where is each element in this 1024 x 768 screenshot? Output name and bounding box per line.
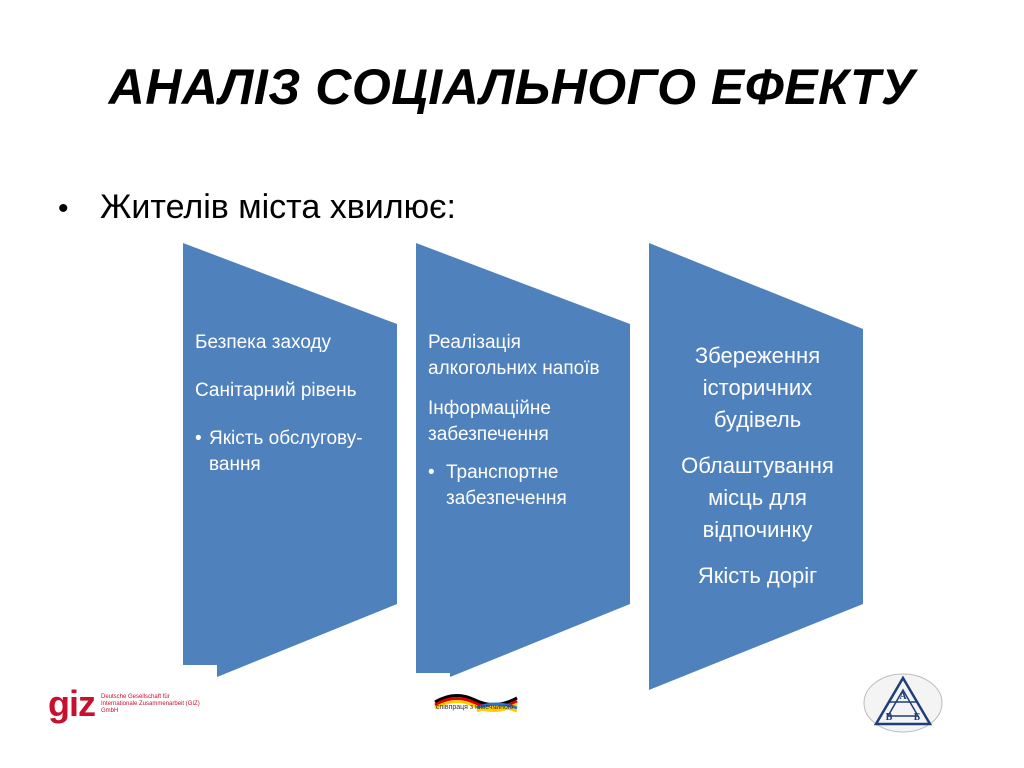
abv-letter-a: А [899,691,907,702]
chevron-2-bullet-item [428,460,613,512]
abv-letter-v: В [885,712,893,723]
chevron-1-item-1: Безпека заходу [195,332,332,353]
abv-logo [862,672,944,734]
bullet-symbol: • [58,192,69,225]
chevron-2-text [428,330,613,512]
chevron-3-item-3: Якість доріг [697,563,818,588]
chevron-2-item-1: Реалізація алкогольних напоїв [428,332,600,379]
slide-title: АНАЛІЗ СОЦІАЛЬНОГО ЕФЕКТУ [108,59,916,115]
chevron-2-bullet-text: Транспортне забезпечення [446,462,567,509]
chevron-2-item-2: Інформаційне забезпечення [428,398,551,445]
chevron-2-bullet-symbol: • [428,462,435,483]
giz-logo-mark: giz [48,683,95,724]
giz-logo-text: Deutsche Gesellschaft für Internationale Zusammenarbeit (GIZ) GmbH [101,693,200,714]
abv-letter-b: Б [913,712,921,723]
chevron-3-item-2: Облаштування місць для відпочинку [681,453,834,542]
giz-logo [48,683,201,724]
chevron-1-text [195,330,380,478]
cooperation-logo-text: співпраця з німеччиною [436,704,514,711]
chevron-1-bullet-symbol: • [195,428,202,449]
chevron-1-item-2: Санітарний рівень [195,380,357,401]
chevron-1-bullet-item [195,426,380,478]
intro-text: Жителів міста хвилює: [100,188,456,226]
chevron-1-bullet-text: Якість обслугову-вання [209,428,363,475]
chevron-3-text [660,340,855,606]
chevron-3-item-1: Збереження історичних будівель [694,343,821,432]
